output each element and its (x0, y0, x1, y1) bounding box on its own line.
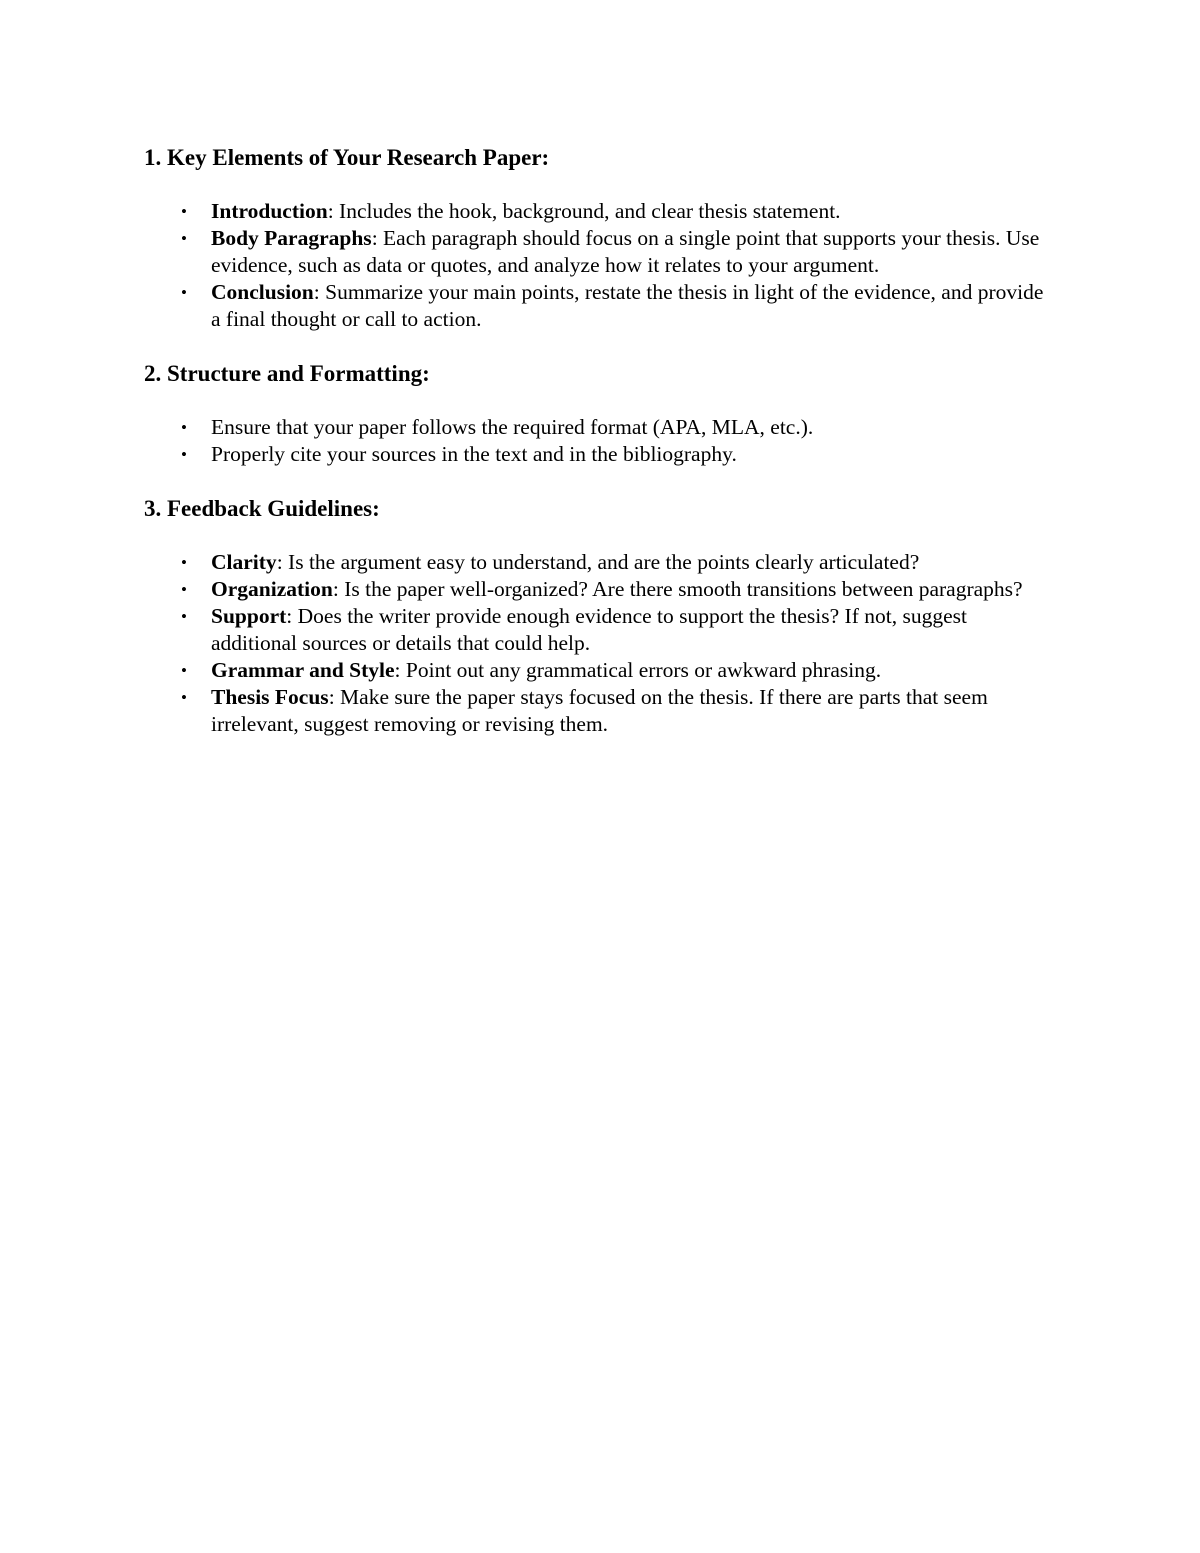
item-text: : Summarize your main points, restate the thesis in light of the evidence, and provide a final thought or call to action. (211, 280, 1044, 331)
list-item (144, 684, 1056, 738)
item-term: Support (211, 604, 287, 628)
section-key-elements (144, 143, 1056, 333)
list-item (144, 576, 1056, 603)
bullet-icon: • (181, 418, 187, 437)
section-heading: 2. Structure and Formatting: (144, 361, 430, 386)
section-feedback-guidelines (144, 494, 1056, 738)
list-item (144, 549, 1056, 576)
bullet-icon: • (181, 580, 187, 599)
item-text: : Point out any grammatical errors or awkward phrasing. (394, 658, 882, 682)
item-text: : Make sure the paper stays focused on the thesis. If there are parts that seem irrelevant, suggest removing or revising them. (211, 685, 988, 736)
item-term: Organization (211, 577, 333, 601)
document-body (144, 143, 1056, 738)
item-text: : Is the paper well-organized? Are there smooth transitions between paragraphs? (332, 577, 1023, 601)
section-heading: 1. Key Elements of Your Research Paper: (144, 145, 550, 170)
list-item (144, 198, 1056, 225)
list-item (144, 279, 1056, 333)
list-item (144, 225, 1056, 279)
bullet-icon: • (181, 553, 187, 572)
bullet-list (144, 414, 1056, 468)
item-text: : Each paragraph should focus on a single point that supports your thesis. Use evidence, such as data or quotes, and analyze how it relates to your argument. (211, 226, 1040, 277)
bullet-icon: • (181, 607, 187, 626)
item-text: : Is the argument easy to understand, and are the points clearly articulated? (276, 550, 920, 574)
item-term: Clarity (211, 550, 277, 574)
list-item (144, 657, 1056, 684)
item-text: : Does the writer provide enough evidence to support the thesis? If not, suggest additional sources or details that could help. (211, 604, 967, 655)
item-text: Ensure that your paper follows the required format (APA, MLA, etc.). (211, 415, 814, 439)
section-heading: 3. Feedback Guidelines: (144, 496, 380, 521)
bullet-icon: • (181, 202, 187, 221)
item-term: Body Paragraphs (211, 226, 372, 250)
section-structure-formatting (144, 359, 1056, 468)
list-item (144, 441, 1056, 468)
item-term: Introduction (211, 199, 328, 223)
bullet-icon: • (181, 688, 187, 707)
bullet-icon: • (181, 661, 187, 680)
bullet-list (144, 549, 1056, 738)
list-item (144, 603, 1056, 657)
list-item (144, 414, 1056, 441)
item-text: : Includes the hook, background, and clear thesis statement. (327, 199, 841, 223)
bullet-list (144, 198, 1056, 333)
bullet-icon: • (181, 445, 187, 464)
item-term: Grammar and Style (211, 658, 395, 682)
item-term: Conclusion (211, 280, 314, 304)
bullet-icon: • (181, 283, 187, 302)
item-term: Thesis Focus (211, 685, 329, 709)
item-text: Properly cite your sources in the text and in the bibliography. (211, 442, 737, 466)
bullet-icon: • (181, 229, 187, 248)
